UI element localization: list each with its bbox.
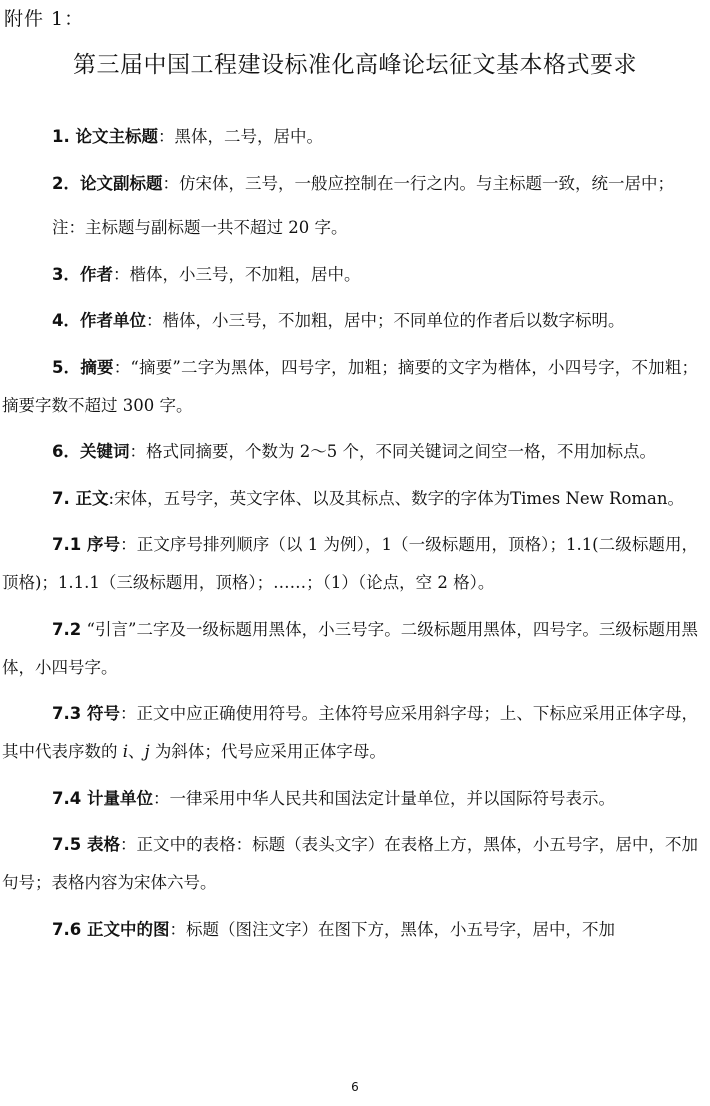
item-separator: ：	[112, 264, 130, 284]
item-label: 1. 论文主标题	[52, 127, 158, 146]
item-text: 宋体，五号字，英文字体、以及其标点、数字的字体为Times New Roman。	[114, 488, 685, 508]
item-subtitle	[2, 165, 698, 203]
item-separator: ：	[113, 357, 131, 377]
item-author	[2, 256, 698, 294]
item-label: 2．论文副标题	[52, 173, 163, 193]
item-separator: ：	[169, 919, 186, 939]
item-numbering	[2, 526, 698, 602]
item-text: 格式同摘要，个数为 2～5 个，不同关键词之间空一格，不用加标点。	[145, 442, 656, 461]
item-text: 楷体，小三号，不加粗，居中；不同单位的作者后以数字标明。	[162, 311, 625, 330]
item-separator: ：	[120, 704, 137, 723]
item-label: 7.1 序号	[52, 535, 121, 554]
item-symbols	[2, 695, 698, 771]
item-separator: :	[108, 488, 115, 508]
item-text: 楷体，小三号，不加粗，居中。	[129, 264, 361, 284]
item-separator: ：	[120, 535, 137, 554]
item-main-title	[2, 118, 698, 156]
item-label: 4．作者单位	[52, 311, 146, 330]
item-label: 7.4 计量单位	[52, 788, 153, 808]
document-title: 第三届中国工程建设标准化高峰论坛征文基本格式要求	[73, 52, 637, 78]
item-separator: ：	[158, 127, 175, 146]
item-separator: ：	[120, 835, 137, 854]
italic-letter: i	[122, 742, 129, 761]
item-text: 一律采用中华人民共和国法定计量单位，并以国际符号表示。	[169, 788, 615, 808]
item-text: 正文序号排列顺序（以 1 为例），1（一级标题用，顶格）；1.1(二级标题用，顶格)；1.1.1（三级标题用，顶格）；……；（1）（论点，空 2 格）。	[2, 535, 699, 592]
item-text: 仿宋体，三号，一般应控制在一行之内。与主标题一致，统一居中；	[178, 173, 674, 193]
italic-letter: j	[144, 742, 150, 761]
item-text: 黑体，二号，居中。	[174, 127, 323, 146]
item-author-unit	[2, 302, 698, 340]
item-keywords	[2, 433, 698, 471]
item-tables	[2, 826, 698, 902]
item-label: 7.5 表格	[52, 835, 121, 854]
item-body-text	[2, 480, 698, 518]
document-body	[2, 118, 698, 957]
item-label: 7.3 符号	[52, 704, 121, 723]
attachment-label: 附件 1：	[4, 8, 85, 30]
item-text: “引言”二字及一级标题用黑体，小三号字。二级标题用黑体，四号字。三级标题用黑体，小四号字。	[2, 619, 698, 677]
item-label: 7.6 正文中的图	[52, 919, 170, 939]
item-label: 7.2	[52, 619, 82, 639]
item-text: 正文中应正确使用符号。主体符号应采用斜字母；上、下标应采用正体字母，其中代表序数的	[2, 704, 699, 761]
item-text: 标题（图注文字）在图下方，黑体，小五号字，居中，不加	[185, 919, 615, 939]
item-separator: ：	[152, 788, 170, 808]
item-text: “摘要”二字为黑体，四号字，加粗；摘要的文字为楷体，小四号字，不加粗；摘要字数不超过 300 字。	[2, 357, 699, 415]
item-separator: ：	[129, 442, 146, 461]
item-units	[2, 780, 698, 818]
item-label: 5．摘要	[52, 357, 114, 377]
item-label: 3．作者	[52, 264, 113, 284]
page-number: 6	[351, 1080, 359, 1094]
note-paragraph	[2, 209, 698, 247]
item-separator: ：	[162, 173, 179, 193]
item-headings	[2, 611, 698, 687]
item-text: 正文中的表格：标题（表头文字）在表格上方，黑体，小五号字，居中，不加句号；表格内容为宋体六号。	[2, 835, 699, 892]
item-text: 为斜体；代号应采用正体字母。	[149, 742, 386, 761]
item-figures	[2, 911, 698, 949]
item-text: 、	[128, 742, 145, 761]
item-label: 7. 正文	[52, 488, 109, 508]
item-abstract	[2, 349, 698, 425]
item-label: 6．关键词	[52, 442, 130, 461]
note-text: 注：主标题与副标题一共不超过 20 字。	[52, 218, 348, 237]
item-separator: ：	[145, 311, 163, 330]
